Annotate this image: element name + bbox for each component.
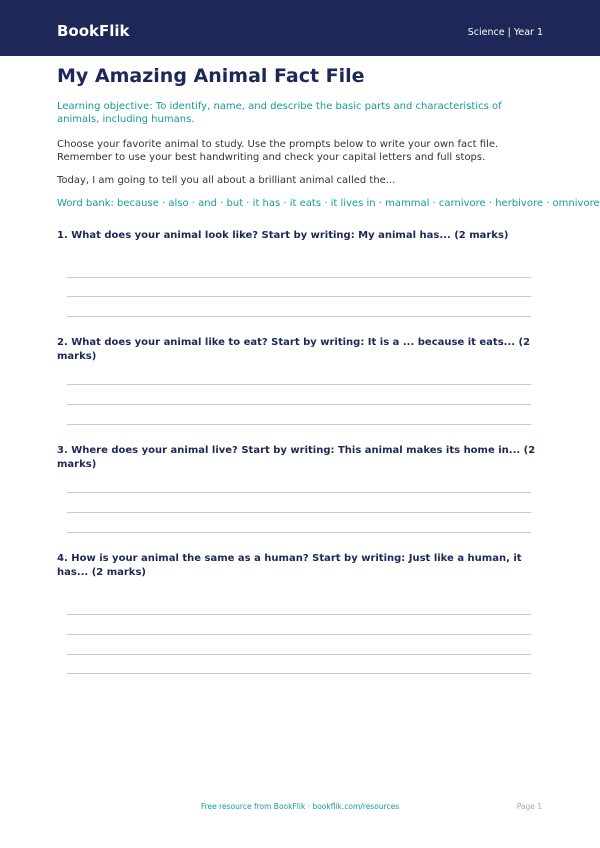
- answer-line[interactable]: [67, 673, 531, 674]
- answer-line[interactable]: [67, 614, 531, 615]
- instructions: Choose your favorite animal to study. Use the prompts below to write your own fact file. Remember to use your best handwriting and check your capital letters and full stops.: [57, 139, 499, 163]
- answer-line[interactable]: [67, 277, 531, 278]
- answer-line[interactable]: [67, 512, 531, 513]
- answer-line[interactable]: [67, 384, 531, 385]
- question-1: 1. What does your animal look like? Start by writing: My animal has... (2 marks): [57, 230, 509, 241]
- footer-credit: Free resource from BookFlik · bookflik.com/resources: [200, 802, 400, 811]
- answer-line[interactable]: [67, 532, 531, 533]
- answer-line[interactable]: [67, 316, 531, 317]
- answer-line[interactable]: [67, 424, 531, 425]
- answer-line[interactable]: [67, 654, 531, 655]
- brand-logo: BookFlik: [57, 22, 130, 40]
- question-3: 3. Where does your animal live? Start by writing: This animal makes its home in... (2 marks): [57, 445, 536, 470]
- question-2: 2. What does your animal like to eat? Start by writing: It is a ... because it eats... (2 marks): [57, 337, 531, 362]
- word-bank: Word bank: because · also · and · but · it has · it eats · it lives in · mammal · carnivore · herbivore · omnivore: [57, 198, 600, 209]
- page-number: Page 1: [516, 802, 542, 811]
- page-title: My Amazing Animal Fact File: [57, 65, 365, 87]
- learning-objective: Learning objective: To identify, name, and describe the basic parts and characteristics of animals, including humans.: [57, 101, 502, 125]
- answer-line[interactable]: [67, 492, 531, 493]
- subject-year: Science | Year 1: [467, 27, 543, 38]
- answer-line[interactable]: [67, 634, 531, 635]
- answer-line[interactable]: [67, 404, 531, 405]
- sentence-starter: Today, I am going to tell you all about a brilliant animal called the...: [57, 175, 396, 186]
- answer-line[interactable]: [67, 296, 531, 297]
- question-4: 4. How is your animal the same as a human? Start by writing: Just like a human, it has... (2 marks): [57, 553, 522, 578]
- header-bar: [0, 0, 600, 56]
